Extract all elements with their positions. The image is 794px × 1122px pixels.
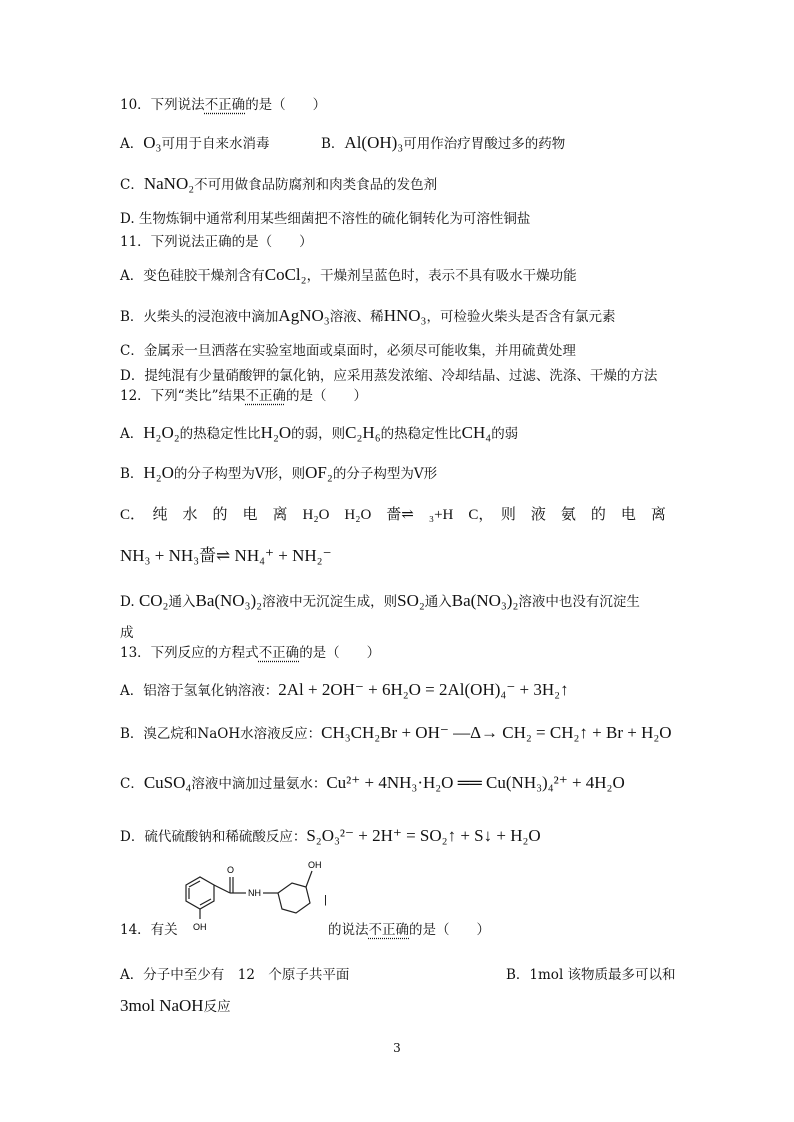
q14-stem: 的说法不正确的是（ ） [328,922,490,938]
q12-option-b: B．H₂O的分子构型为V形，则OF₂的分子构型为V形 [120,463,438,482]
q12-option-a: A．H₂O₂的热稳定性比H₂O的弱，则C₂H₆的热稳定性比CH₄的弱 [120,423,519,442]
q10-option-c: C．NaNO₂不可用做食品防腐剂和肉类食品的发色剂 [120,174,438,193]
q13-stem: 13．下列反应的方程式不正确的是（ ） [120,645,381,661]
q13-option-d: D．硫代硫酸钠和稀硫酸反应：S₂O₃²⁻ + 2H⁺ = SO₂↑ + S↓ + H₂O [120,826,541,845]
q10-option-b: B．Al(OH)₃可用作治疗胃酸过多的药物 [321,133,566,152]
molecule-structure [178,857,338,939]
q10-option-a: A．O₃可用于自来水消毒 [120,133,270,152]
q10-option-d: D. 生物炼铜中通常利用某些细菌把不溶性的硫化铜转化为可溶性铜盐 [120,211,531,227]
mol-label-bar: | [324,894,327,906]
q12-option-d-line2: 成 [120,625,134,641]
mol-label-o: O [227,865,235,875]
q14-stem-pre: 14．有关 [120,922,178,938]
q12-stem: 12．下列“类比”结果不正确的是（ ） [120,388,367,404]
q12-option-d-line1: D. CO₂通入Ba(NO₃)₂溶液中无沉淀生成，则SO₂通入Ba(NO₃)₂溶液中也没有沉淀生 [120,591,640,610]
q10-stem: 10．下列说法不正确的是（ ） [120,97,327,113]
q14-option-a: A．分子中至少有 12 个原子共平面 [120,967,350,983]
mol-label-oh-top: OH [308,860,322,870]
q11-option-a: A．变色硅胶干燥剂含有CoCl₂，干燥剂呈蓝色时，表示不具有吸水干燥功能 [120,265,577,284]
mol-label-oh-bottom: OH [193,922,207,932]
q13-option-b: B．溴乙烷和NaOH水溶液反应：CH₃CH₂Br + OH⁻ ―Δ→ CH₂ = CH₂↑ + Br + H₂O [120,723,672,742]
q11-option-b: B．火柴头的浸泡液中滴加AgNO₃溶液、稀HNO₃，可检验火柴头是否含有氯元素 [120,306,616,325]
q11-option-d: D．提纯混有少量硝酸钾的氯化钠，应采用蒸发浓缩、冷却结晶、过滤、洗涤、干燥的方法 [120,368,658,384]
mol-label-nh: NH [248,888,261,898]
q11-option-c: C．金属汞一旦洒落在实验室地面或桌面时，必须尽可能收集，并用硫黄处理 [120,343,576,359]
q12-option-c-line1: C． 纯 水 的 电 离 H₂O H₂O 嗇⇌ ₃+H C， 则 液 氨 的 电 离 [120,507,666,523]
q13-option-c: C．CuSO₄溶液中滴加过量氨水：Cu²⁺ + 4NH₃·H₂O ══ Cu(NH₃)₄²⁺ + 4H₂O [120,773,625,792]
q14-option-b-line2: 3mol NaOH反应 [120,996,231,1015]
q14-option-b-line1: B．1mol 该物质最多可以和 [506,967,676,983]
page-number: 3 [393,1041,401,1055]
q13-option-a: A．铝溶于氢氧化钠溶液：2Al + 2OH⁻ + 6H₂O = 2Al(OH)₄⁻ + 3H₂↑ [120,680,569,699]
q12-option-c-line2: NH₃ + NH₃嗇⇌ NH₄⁺ + NH₂⁻ [120,546,332,565]
q11-stem: 11．下列说法正确的是（ ） [120,234,313,250]
